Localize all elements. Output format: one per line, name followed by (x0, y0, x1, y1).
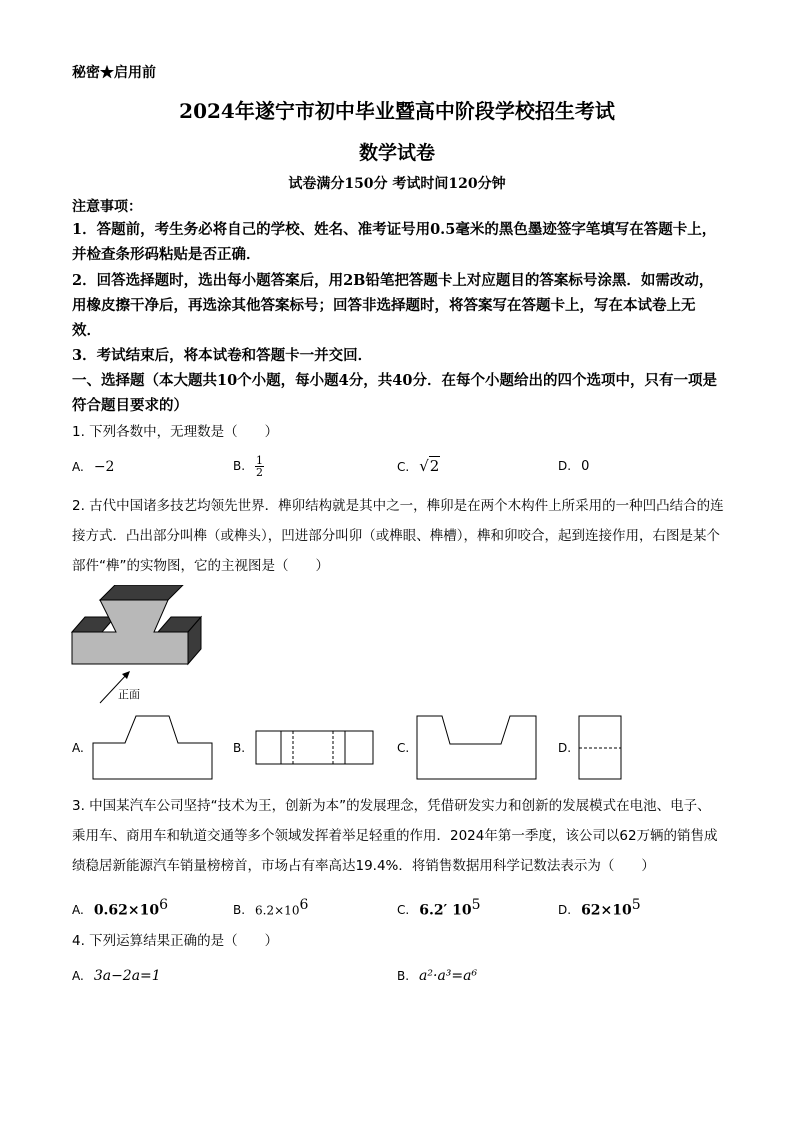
exam-title: 2024年遂宁市初中毕业暨高中阶段学校招生考试 (179, 99, 615, 123)
fraction: $\frac{1}{2}$ (256, 454, 264, 479)
q1-option-a: A. −2 (72, 459, 115, 475)
notice-item-3: 3．考试结束后，将本试卷和答题卡一并交回． (72, 347, 373, 364)
q3-option-a: A. $0.62\times 10^6$ (72, 897, 169, 919)
notice-item-1: 1．答题前，考生务必将自己的学校、姓名、准考证号用0.5毫米的黑色墨迹签字笔填写在答题卡上，并检查条形码粘贴是否正确． (72, 221, 717, 263)
square-root: √2 (419, 457, 440, 475)
q2-option-a-label: A. (72, 741, 84, 755)
question-2-stem: 2. 古代中国诸多技艺均领先世界．榫卯结构就是其中之一，榫卯是在两个木构件上所采用的一种凹凸结合的连接方式．凸出部分叫榫（或榫头），凹进部分叫卯（或榫眼、榫槽），榫和卯咬合，起到连接作用，右图是某个部件“榫”的实物图，它的主视图是（ ） (72, 498, 724, 574)
q3-option-c: C. 6.2′ $10^5$ (397, 897, 481, 919)
confidential-mark: 秘密★启用前 (72, 65, 156, 81)
front-label: 正面 (118, 688, 140, 701)
exam-subtitle: 数学试卷 (358, 142, 435, 164)
question-3-stem: 3. 中国某汽车公司坚持“技术为王，创新为本”的发展理念，凭借研发实力和创新的发展模式在电池、电子、乘用车、商用车和轨道交通等多个领域发挥着举足轻重的作用．2024年第一季度，该公司以62万辆的销售成绩稳居新能源汽车销量榜榜首，市场占有率高达19.4%．将销售数据用科学记数法表示为（ ） (72, 798, 718, 874)
q1-option-b: B. $\frac{1}{2}$ (233, 454, 264, 479)
q1-option-c: C. √2 (397, 457, 440, 475)
q2-option-c-figure (416, 715, 538, 781)
q4-option-b: B. a²·a³=a⁶ (397, 968, 478, 984)
notice-heading: 注意事项： (72, 199, 142, 215)
tenon-3d-figure (70, 585, 210, 710)
question-4-stem: 4. 下列运算结果正确的是（ ） (72, 933, 279, 949)
q2-option-c-label: C. (397, 741, 410, 755)
q2-option-d-label: D. (558, 741, 572, 755)
q2-option-b-label: B. (233, 741, 246, 755)
q4-option-a: A. 3a−2a=1 (72, 968, 161, 984)
q1-option-d: D. 0 (558, 459, 590, 474)
question-1-stem: 1. 下列各数中，无理数是（ ） (72, 424, 279, 440)
q2-option-d-figure (578, 715, 624, 781)
q3-option-d: D. $62\times 10^5$ (558, 897, 641, 919)
q2-option-b-figure (255, 730, 375, 766)
q2-option-a-figure (92, 715, 214, 781)
section-heading: 一、选择题（本大题共10个小题，每小题4分，共40分．在每个小题给出的四个选项中，只有一项是符合题目要求的） (72, 372, 717, 414)
exam-meta: 试卷满分150分 考试时间120分钟 (288, 176, 506, 192)
notice-item-2: 2．回答选择题时，选出每小题答案后，用2B铅笔把答题卡上对应题目的答案标号涂黑．如需改动，用橡皮擦干净后，再选涂其他答案标号；回答非选择题时，将答案写在答题卡上，写在本试卷上无效． (72, 272, 714, 339)
q3-option-b: B. $6.2\times 10^6$ (233, 897, 309, 918)
